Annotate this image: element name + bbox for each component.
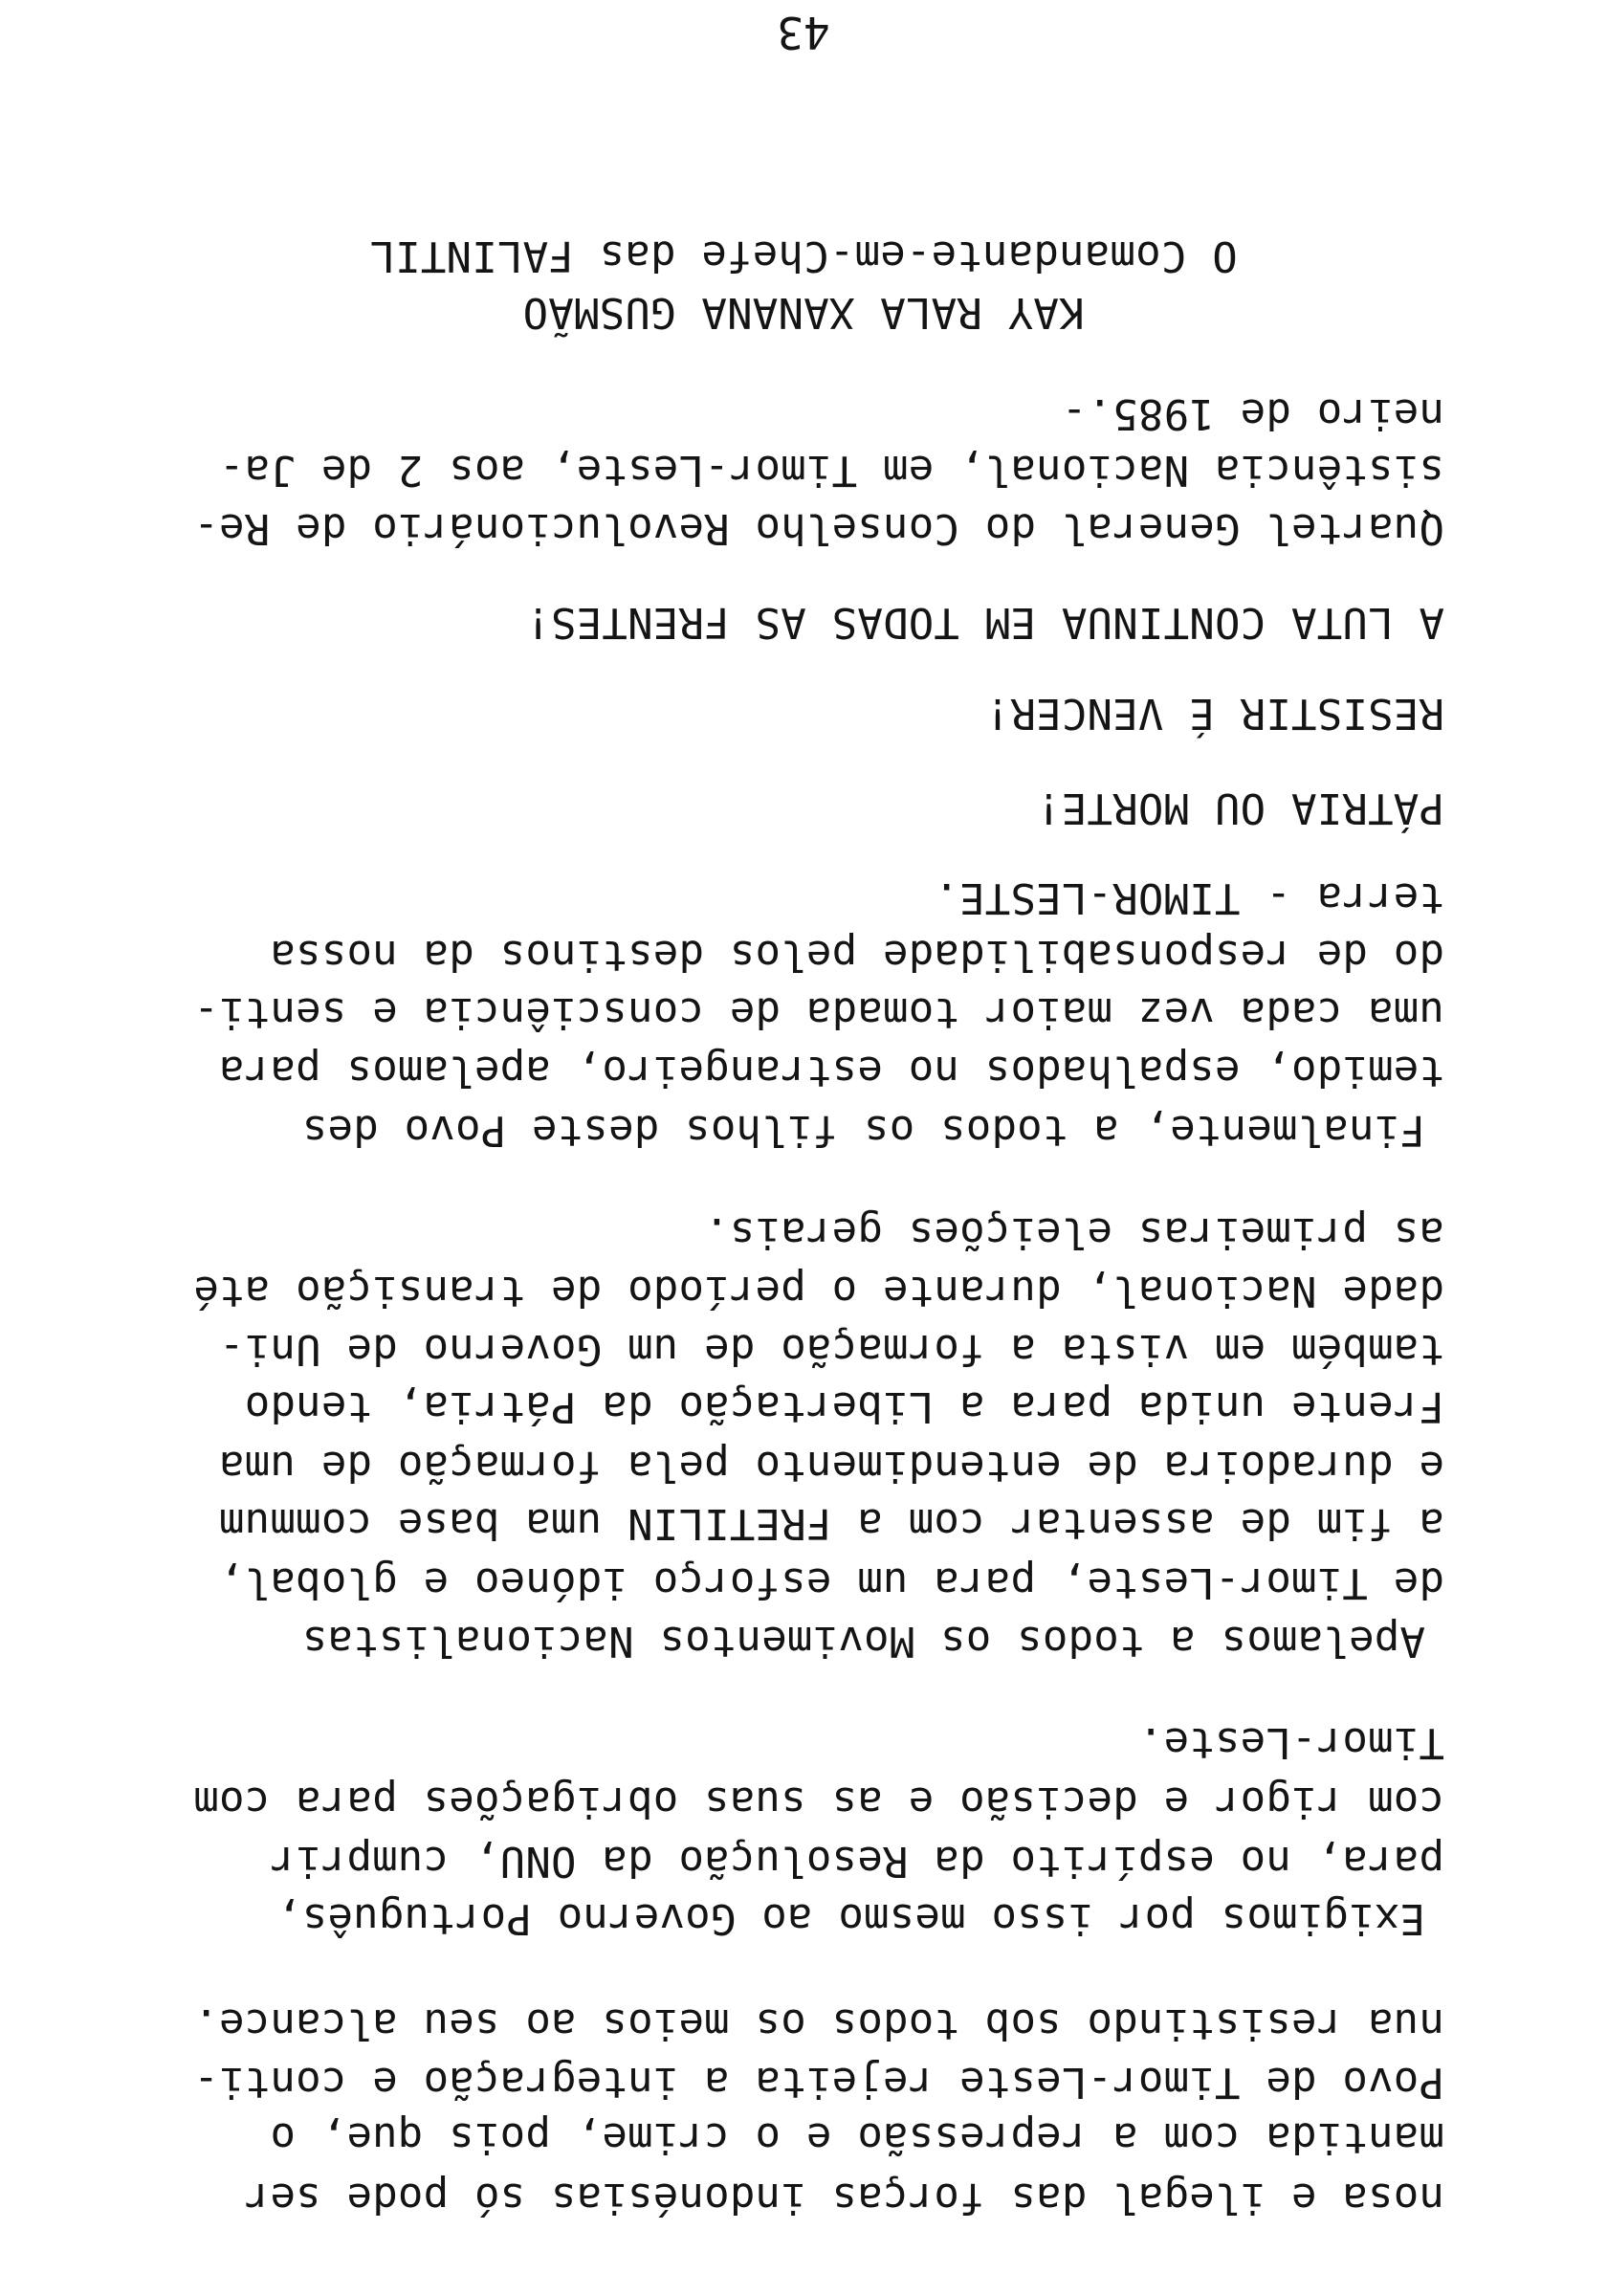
place-date-line: neiro de 1985.-	[1061, 389, 1444, 438]
body-line: as primeiras eleições gerais.	[703, 1208, 1444, 1257]
body-line: de Timor-Leste, para um esforço idóneo e global,	[218, 1558, 1444, 1607]
slogan-line: RESISTIR É VENCER!	[984, 689, 1444, 738]
signatory-name: KAY RALA XANANA GUSMÃO	[522, 288, 1085, 337]
body-line: Frente unida para a Libertação da Pátria, tendo	[244, 1382, 1444, 1431]
signatory-title: O Comandante-em-Chefe das FALINTIL	[369, 232, 1238, 280]
body-line: terra - TIMOR-LESTE.	[934, 873, 1444, 922]
page-number: 43	[777, 7, 830, 58]
body-line: uma cada vez maior tomada de consciência e senti-	[193, 988, 1444, 1037]
body-line: e duradoira de entendimento pela formação de uma	[218, 1442, 1444, 1490]
body-line: nua resistindo sob todos os meios ao seu alcance.	[193, 1999, 1444, 2048]
body-line: dade Nacional, durante o período de transição até	[193, 1267, 1444, 1315]
place-date-line: Quartel General do Conselho Revolucionário de Re-	[193, 504, 1444, 553]
body-line: Povo de Timor-Leste rejeita a integração e conti-	[193, 2058, 1444, 2107]
body-line: Exigimos por isso mesmo ao Governo Português,	[275, 1894, 1425, 1943]
body-line: a fim de assentar com a FRETILIN uma base commum	[218, 1499, 1444, 1548]
body-line: Finalmente, a todos os filhos deste Povo des	[301, 1106, 1425, 1155]
body-line: também em vista a formação de um Governo de Uni-	[218, 1325, 1444, 1374]
body-line: Apelamos a todos os Movimentos Nacionalistas	[301, 1617, 1425, 1666]
body-line: com rigor e decisão e as suas obrigações para com	[193, 1777, 1444, 1826]
body-line: nosa e ilegal das forças indonésias só pode ser	[244, 2174, 1444, 2222]
body-line: Timor-Leste.	[1137, 1718, 1444, 1767]
place-date-line: sistência Nacional, em Timor-Leste, aos 2 de Ja-	[218, 446, 1444, 495]
body-line: do de responsabilidade pelos destinos da nossa	[270, 931, 1444, 980]
body-line: para, no espírito da Resolução da ONU, cumprir	[270, 1837, 1444, 1886]
body-line: mantida com a repressão e o crime, pois que, o	[270, 2113, 1444, 2162]
slogan-line: PÁTRIA OU MORTE!	[1035, 784, 1444, 832]
slogan-line: A LUTA CONTINUA EM TODAS AS FRENTES!	[525, 598, 1444, 647]
body-line: temido, espalhados no estrangeiro, apelamos para	[218, 1047, 1444, 1095]
